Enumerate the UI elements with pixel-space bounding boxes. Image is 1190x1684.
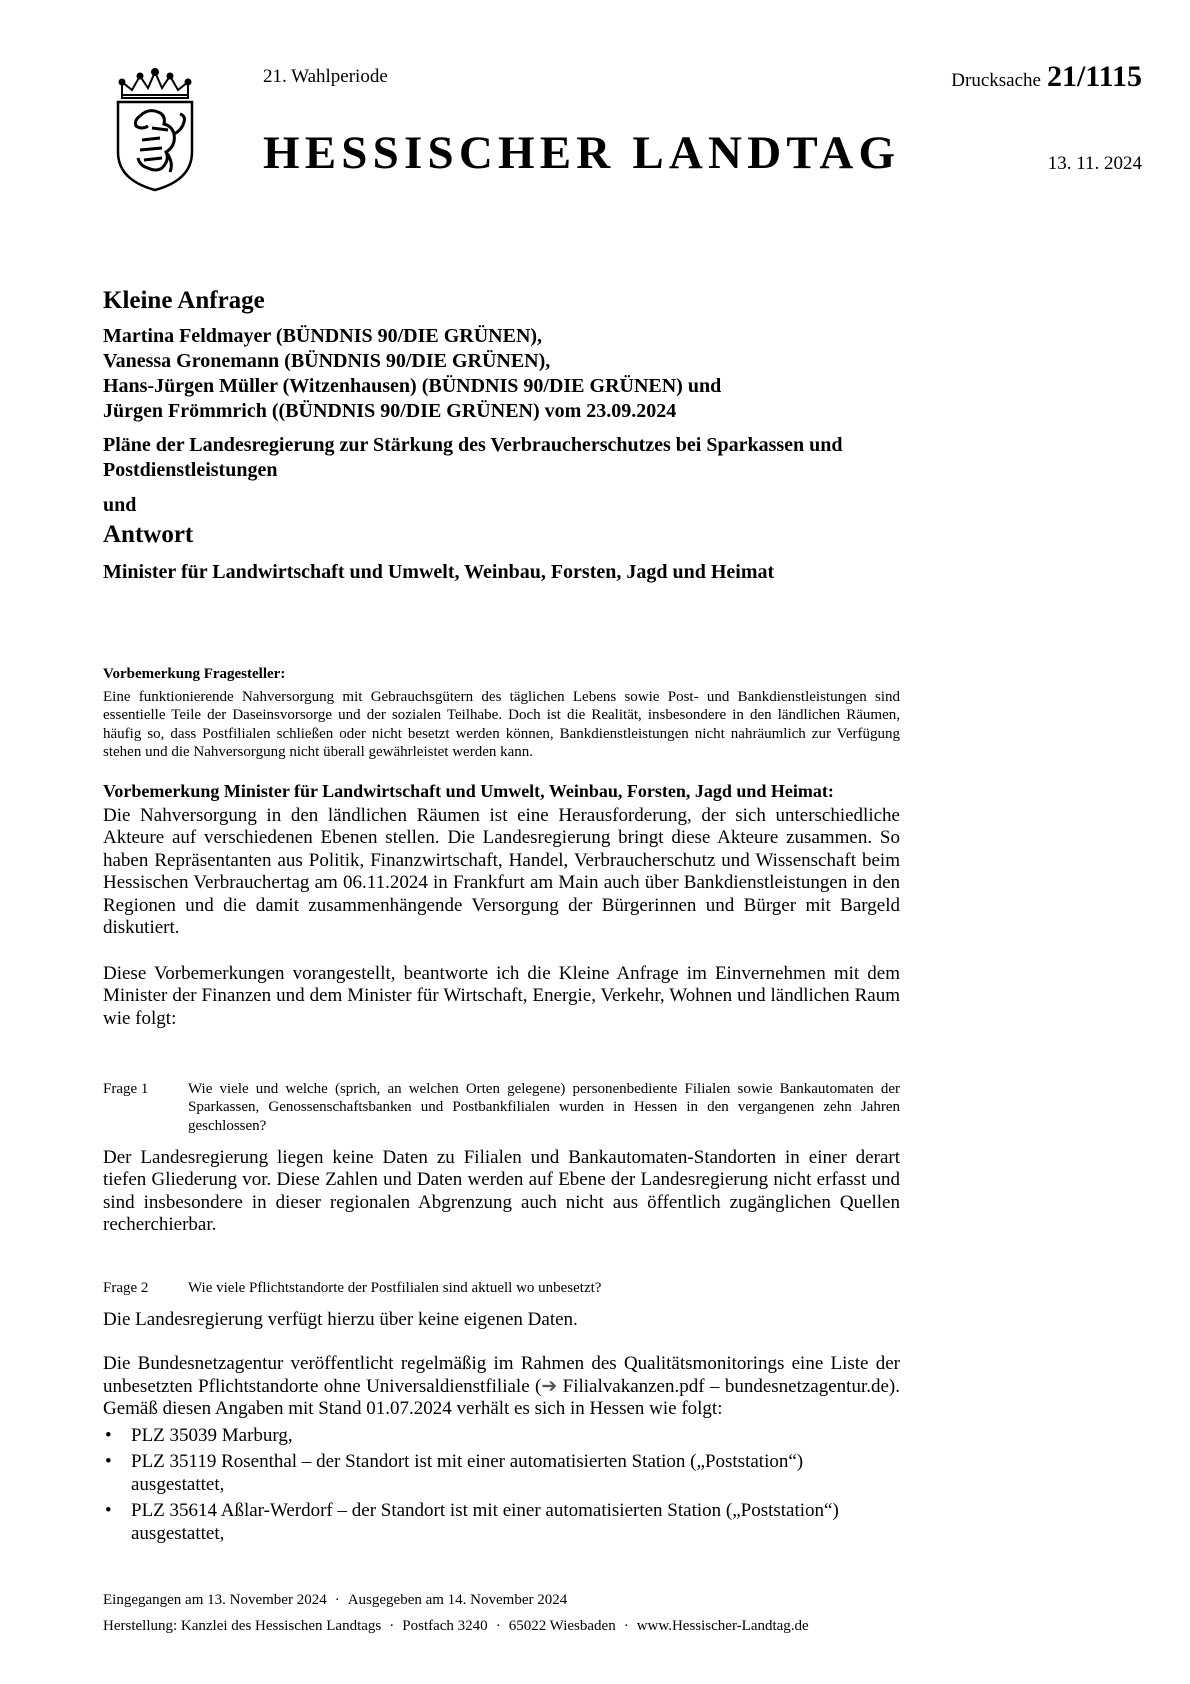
frage-2-answer-1: Die Landesregierung verfügt hierzu über keine eigenen Daten. [103, 1308, 578, 1330]
bullet-icon: • [105, 1424, 112, 1446]
wahlperiode: 21. Wahlperiode [263, 66, 388, 87]
frage-1 [103, 1080, 900, 1135]
eingegangen-text: Eingegangen am 13. November 2024 [103, 1592, 327, 1608]
separator: · [495, 1618, 501, 1634]
minister-line: Minister für Landwirtschaft und Umwelt, Weinbau, Forsten, Jagd und Heimat [103, 561, 775, 583]
vorbemerkung-fragesteller-text: Eine funktionierende Nahversorgung mit Gebrauchsgütern des täglichen Lebens sowie Post- und Bankdienstleistungen sind essentielle Teile der Daseinsvorsorge und der sozialen Teilhabe. Doch ist die Realität, insbesondere in den ländlichen Räumen, häufig so, dass Postfilialen schließen oder nicht besetzt werden können, Bankdienstleistungen nicht nahräumlich zur Verfügung stehen und die Nahversorgung nicht überall gewährleistet werden kann. [103, 689, 900, 761]
frage-1-question: Wie viele und welche (sprich, an welchen Orten gelegene) personenbediente Filialen sowie Bankautomaten der Sparkassen, Genossenschaftsbanken und Postbankfilialen wurden in Hessen in den vergangenen zehn Jahren geschlossen? [188, 1081, 900, 1134]
drucksache [951, 60, 1142, 94]
answer-text-start: Die Bundesnetzagentur veröffentlicht regelmäßig im Rahmen des Qualitätsmonitorings eine Liste der unbesetzten Pflichtstandorte ohne Universaldienstfiliale ( [103, 1353, 900, 1397]
answer-text-end: Filialvakanzen.pdf – bundesnetzagentur.de). Gemäß diesen Angaben mit Stand 01.07.2024 verhält es sich in Hessen wie folgt: [103, 1375, 900, 1420]
frage-2-question: Wie viele Pflichtstandorte der Postfilialen sind aktuell wo unbesetzt? [188, 1279, 602, 1296]
document-date: 13. 11. 2024 [1047, 153, 1142, 174]
und-text: und [103, 494, 137, 516]
postfach-text: Postfach 3240 [402, 1618, 488, 1634]
ort-text: 65022 Wiesbaden [508, 1618, 616, 1634]
separator: · [389, 1618, 395, 1634]
author-line: Vanessa Gronemann (BÜNDNIS 90/DIE GRÜNEN), [103, 350, 551, 372]
document-body [103, 286, 900, 1549]
vorbemerkung-minister-text-2: Diese Vorbemerkungen vorangestellt, beantworte ich die Kleine Anfrage im Einvernehmen mit dem Minister der Finanzen und dem Minister für Wirtschaft, Energie, Verkehr, Wohnen und ländlichen Raum wie folgt: [103, 962, 900, 1029]
topic-title: Pläne der Landesregierung zur Stärkung des Verbraucherschutzes bei Sparkassen und Postdienstleistungen [103, 434, 843, 481]
landtag-title: HESSISCHER LANDTAG [263, 127, 901, 179]
herstellung-text: Herstellung: Kanzlei des Hessischen Landtags [103, 1618, 382, 1634]
frage-1-answer: Der Landesregierung liegen keine Daten zu Filialen und Bankautomaten-Standorten in einer derart tiefen Gliederung vor. Diese Zahlen und Daten werden auf Ebene der Landesregierung nicht erfasst und sind insbesondere in dieser regionalen Abgrenzung auch nicht aus öffentlich zugänglichen Quellen recherchierbar. [103, 1146, 900, 1236]
frage-2-label: Frage 2 [103, 1279, 149, 1296]
drucksache-label: Drucksache [951, 70, 1041, 91]
vorbemerkung-minister-heading: Vorbemerkung Minister für Landwirtschaft und Umwelt, Weinbau, Forsten, Jagd und Heimat: [103, 780, 834, 801]
frage-1-label: Frage 1 [103, 1081, 149, 1098]
footer [103, 1587, 809, 1639]
bullet-icon: • [105, 1451, 112, 1473]
footer-line-2 [103, 1613, 809, 1639]
author-line: Hans-Jürgen Müller (Witzenhausen) (BÜNDNIS 90/DIE GRÜNEN) und [103, 375, 722, 397]
kleine-anfrage-heading: Kleine Anfrage [103, 287, 265, 314]
list-item [103, 1500, 900, 1545]
drucksache-number: 21/1115 [1046, 60, 1142, 93]
frage-2 [103, 1279, 900, 1297]
hessen-coat-of-arms-logo [112, 68, 198, 192]
list-item-text: PLZ 35614 Aßlar-Werdorf – der Standort ist mit einer automatisierten Station („Poststation“) ausgestattet, [131, 1500, 839, 1544]
footer-line-1 [103, 1587, 809, 1613]
arrow-right-icon: ➔ [541, 1375, 558, 1397]
list-item [103, 1425, 900, 1448]
author-line: Jürgen Frömmrich ((BÜNDNIS 90/DIE GRÜNEN) vom 23.09.2024 [103, 400, 677, 422]
list-item-text: PLZ 35119 Rosenthal – der Standort ist mit einer automatisierten Station („Poststation“) ausgestattet, [131, 1451, 804, 1495]
list-item-text: PLZ 35039 Marburg, [131, 1424, 293, 1446]
ausgegeben-text: Ausgegeben am 14. November 2024 [347, 1592, 568, 1608]
vorbemerkung-minister-text: Die Nahversorgung in den ländlichen Räumen ist eine Herausforderung, der sich unterschiedliche Akteure auf verschiedenen Ebenen stellen. Die Landesregierung bringt diese Akteure zusammen. So haben Repräsentanten aus Politik, Finanzwirtschaft, Handel, Verbraucherschutz und Wissenschaft beim Hessischen Verbrauchertag am 06.11.2024 in Frankfurt am Main auch über Bankdienstleistungen in den Regionen und die damit zusammenhängende Versorgung der Bürgerinnen und Bürger mit Bargeld diskutiert. [103, 804, 900, 939]
website-link[interactable]: www.Hessischer-Landtag.de [636, 1618, 809, 1634]
separator: · [623, 1618, 629, 1634]
standort-list [103, 1425, 900, 1546]
vorbemerkung-fragesteller-heading: Vorbemerkung Fragesteller: [103, 666, 286, 682]
frage-2-answer-2 [103, 1353, 900, 1421]
separator: · [334, 1592, 340, 1608]
bullet-icon: • [105, 1500, 112, 1522]
list-item [103, 1451, 900, 1496]
author-line: Martina Feldmayer (BÜNDNIS 90/DIE GRÜNEN), [103, 325, 543, 347]
antwort-heading: Antwort [103, 521, 194, 548]
